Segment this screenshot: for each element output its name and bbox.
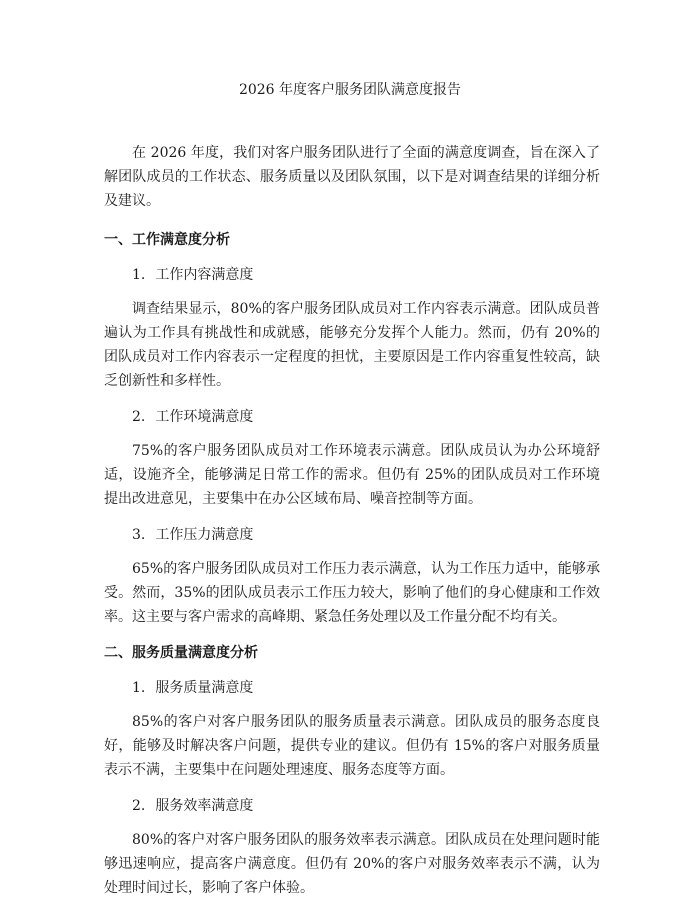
subsection-paragraph: 80%的客户对客户服务团队的服务效率表示满意。团队成员在处理问题时能够迅速响应，提高客户满意度。但仍有 20%的客户对服务效率表示不满，认为处理时间过长，影响了客户体验。 <box>104 832 600 896</box>
subsection-number: 1. <box>132 680 146 696</box>
subsection-paragraph: 调查结果显示，80%的客户服务团队成员对工作内容表示满意。团队成员普遍认为工作具有挑战性和成就感，能够充分发挥个人能力。然而，仍有 20%的团队成员对工作内容表示一定程度的担忧，主要原因是工作内容重复性较高，缺乏创新性和多样性。 <box>104 301 600 389</box>
subsection-number: 3. <box>132 527 146 543</box>
intro-paragraph: 在 2026 年度，我们对客户服务团队进行了全面的满意度调查，旨在深入了解团队成员的工作状态、服务质量以及团队氛围，以下是对调查结果的详细分析及建议。 <box>104 145 600 209</box>
subsection-heading <box>104 525 600 545</box>
subsection-heading <box>104 678 600 698</box>
section-heading: 二、服务质量满意度分析 <box>104 645 258 661</box>
section-heading: 一、工作满意度分析 <box>104 232 230 248</box>
subsection-number: 2. <box>132 798 146 814</box>
subsection-paragraph: 85%的客户对客户服务团队的服务质量表示满意。团队成员的服务态度良好，能够及时解决客户问题，提供专业的建议。但仍有 15%的客户对服务质量表示不满，主要集中在问题处理速度、服务态度等方面。 <box>104 714 600 778</box>
subsection-title: 服务质量满意度 <box>155 680 254 696</box>
subsection-number: 2. <box>132 409 146 425</box>
subsection-paragraph: 75%的客户服务团队成员对工作环境表示满意。团队成员认为办公环境舒适，设施齐全，能够满足日常工作的需求。但仍有 25%的团队成员对工作环境提出改进意见，主要集中在办公区域布局、噪音控制等方面。 <box>104 443 600 507</box>
document-body <box>104 141 600 900</box>
subsection-title: 工作环境满意度 <box>155 409 254 425</box>
subsection-heading <box>104 796 600 816</box>
subsection-title: 服务效率满意度 <box>155 798 254 814</box>
subsection-title: 工作压力满意度 <box>155 527 254 543</box>
document-title: 2026 年度客户服务团队满意度报告 <box>238 82 462 98</box>
subsection-heading <box>104 265 600 285</box>
subsection-heading <box>104 407 600 427</box>
subsection-title: 工作内容满意度 <box>155 267 254 283</box>
subsection-paragraph: 65%的客户服务团队成员对工作压力表示满意，认为工作压力适中，能够承受。然而，35%的团队成员表示工作压力较大，影响了他们的身心健康和工作效率。这主要与客户需求的高峰期、紧急任务处理以及工作量分配不均有关。 <box>104 561 600 625</box>
subsection-number: 1. <box>132 267 146 283</box>
